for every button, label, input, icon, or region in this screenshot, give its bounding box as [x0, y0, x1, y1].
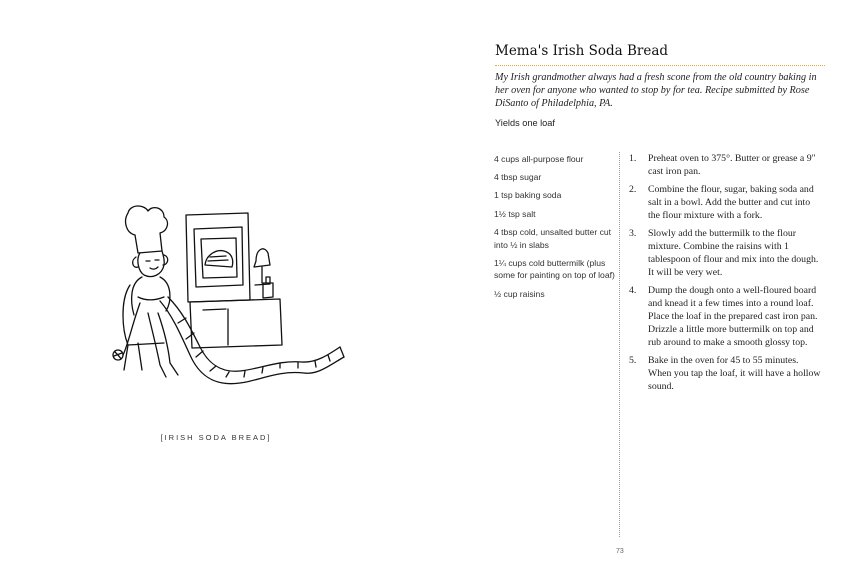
step-text: Preheat oven to 375°. Butter or grease a 9" cast iron pan.: [648, 153, 816, 177]
instruction-step: [627, 228, 823, 280]
instruction-step: [627, 153, 823, 179]
ingredient-item: 4 tbsp sugar: [494, 172, 542, 183]
recipe-yield: Yields one loaf: [495, 118, 555, 128]
instruction-list: [627, 153, 823, 399]
instruction-step: [627, 184, 823, 223]
ingredient-list: [494, 153, 619, 306]
ingredient-item: 4 tbsp cold, unsalted butter cut into ½ in slabs: [494, 226, 612, 250]
ingredient-item: 1 tsp baking soda: [494, 190, 562, 201]
step-text: Slowly add the buttermilk to the flour mixture. Combine the raisins with 1 tablespoon of flour and mix into the dough. It will be very wet.: [648, 228, 819, 278]
step-number: 4.: [629, 285, 637, 297]
step-text: Bake in the oven for 45 to 55 minutes. When you tap the loaf, it will have a hollow sound.: [648, 354, 821, 392]
recipe-intro: My Irish grandmother always had a fresh scone from the old country baking in her oven for anyone who wanted to stop by for tea. Recipe submitted by Rose DiSanto of Philadelphia, PA.: [495, 72, 817, 109]
illustration-caption: [IRISH SODA BREAD]: [160, 433, 272, 442]
step-number: 3.: [629, 228, 637, 240]
ingredient-item: 1¼ cups cold buttermilk (plus some for painting on top of loaf): [494, 257, 615, 281]
page-number: 73: [616, 548, 624, 555]
step-text: Dump the dough onto a well-floured board and knead it a few times into a round loaf. Place the loaf in the prepared cast iron pan. Drizzle a little more buttermilk on top and rub around to make a smooth glossy top.: [648, 285, 818, 348]
step-text: Combine the flour, sugar, baking soda and salt in a bowl. Add the butter and cut into the flour mixture with a fork.: [648, 184, 814, 221]
title-divider: [495, 65, 825, 66]
step-number: 1.: [629, 153, 637, 164]
step-number: 5.: [629, 354, 637, 366]
step-number: 2.: [629, 184, 637, 196]
recipe-title: Mema's Irish Soda Bread: [495, 43, 669, 59]
ingredient-item: ½ cup raisins: [494, 288, 545, 299]
ingredient-item: 4 cups all-purpose flour: [494, 154, 584, 164]
instruction-step: [627, 285, 823, 350]
column-divider: [619, 152, 620, 537]
ingredient-item: 1½ tsp salt: [494, 208, 536, 219]
instruction-step: [627, 355, 823, 394]
chef-knitting-illustration: [108, 205, 348, 410]
right-page: [432, 0, 864, 576]
